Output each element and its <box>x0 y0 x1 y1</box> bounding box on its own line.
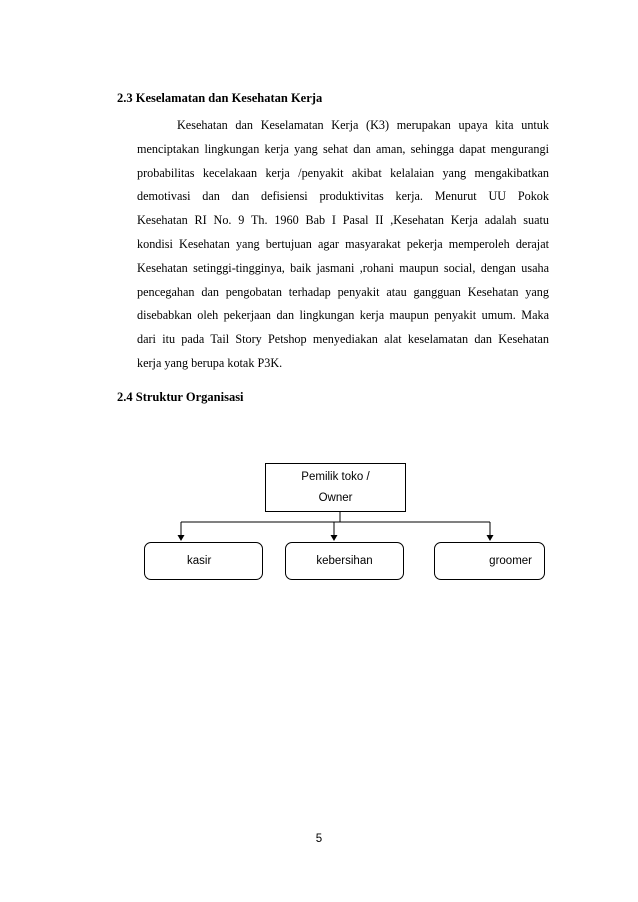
paragraph-line: Kesehatan setinggi-tingginya, baik jasmani ,rohani maupun social, dengan usaha <box>137 260 549 275</box>
org-node-groomer: groomer <box>434 542 545 580</box>
arrow-down-icon <box>178 535 185 541</box>
paragraph-line: dari itu pada Tail Story Petshop menyediakan alat keselamatan dan Kesehatan <box>137 332 549 347</box>
paragraph-line: kerja yang berupa kotak P3K. <box>137 355 283 370</box>
paragraph-line: disebabkan oleh pekerjaan dan lingkungan kerja maupun penyakit umum. Maka <box>137 308 549 323</box>
paragraph-line: menciptakan lingkungan kerja yang sehat dan aman, sehingga dapat mengurangi <box>137 141 549 156</box>
paragraph-line: kondisi Kesehatan yang bertujuan agar masyarakat pekerja memperoleh derajat <box>137 236 549 251</box>
org-node-owner-line2: Owner <box>318 491 353 504</box>
arrow-down-icon <box>331 535 338 541</box>
org-node-kebersihan: kebersihan <box>285 542 404 580</box>
paragraph-line: Kesehatan RI No. 9 Th. 1960 Bab I Pasal II ,Kesehatan Kerja adalah suatu <box>137 213 549 228</box>
paragraph-line: probabilitas kecelakaan kerja /penyakit akibat kelalaian yang mengakibatkan <box>137 165 549 180</box>
org-node-owner-line1: Pemilik toko / <box>301 470 370 483</box>
page-number: 5 <box>315 833 323 845</box>
org-node-owner <box>265 463 406 512</box>
paragraph-line: Kesehatan dan Keselamatan Kerja (K3) merupakan upaya kita untuk <box>177 118 549 132</box>
paragraph-line: pencegahan dan pengobatan terhadap penyakit atau gangguan Kesehatan yang <box>137 284 549 299</box>
section-heading-2-3: 2.3 Keselamatan dan Kesehatan Kerja <box>117 91 323 105</box>
section-heading-2-4: 2.4 Struktur Organisasi <box>117 390 244 404</box>
org-node-kasir: kasir <box>144 542 263 580</box>
arrow-down-icon <box>487 535 494 541</box>
paragraph-line: demotivasi dan dan defisiensi produktivitas kerja. Menurut UU Pokok <box>137 189 549 204</box>
